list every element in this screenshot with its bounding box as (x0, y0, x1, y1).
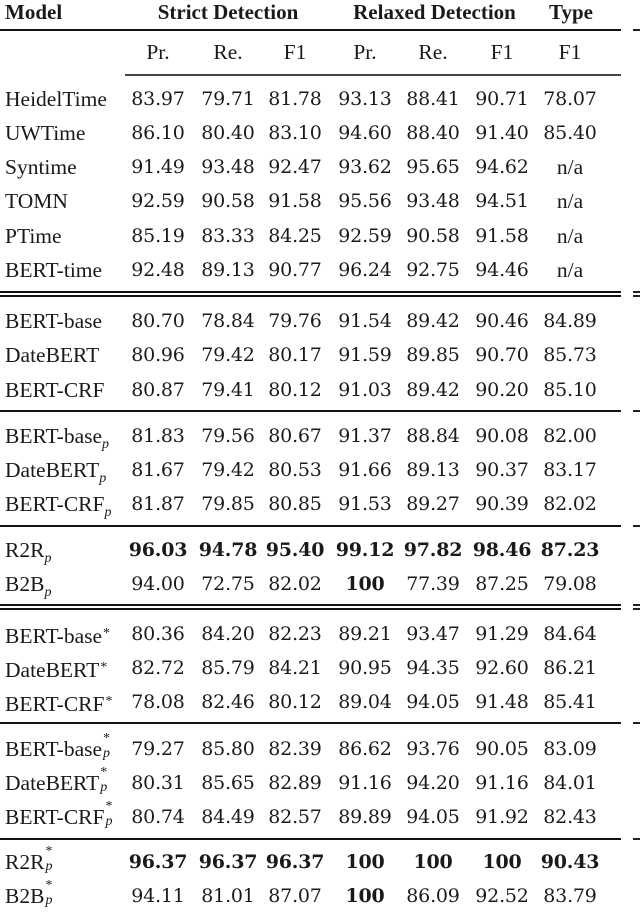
cell-strict-re: 82.46 (201, 691, 255, 713)
cell-relaxed-pr: 91.54 (338, 310, 392, 332)
model-name-text: DateBERT (5, 658, 100, 682)
cell-relaxed-re: 90.58 (406, 225, 460, 247)
cell-strict-pr: 92.48 (131, 259, 185, 281)
table-row (0, 569, 622, 599)
group-rule-1 (0, 410, 621, 412)
cell-relaxed-pr: 91.16 (338, 772, 392, 794)
model-superscript: * (105, 799, 113, 814)
table-row (0, 731, 622, 764)
cell-relaxed-re: 77.39 (406, 573, 460, 595)
neighbor-table-rule (633, 410, 640, 412)
cell-strict-re: 80.40 (201, 122, 255, 144)
group-rule-3 (0, 722, 621, 724)
cell-type-f1: 87.23 (540, 539, 600, 561)
table-row (0, 653, 622, 683)
model-name-text: Syntime (5, 155, 77, 179)
model-name (5, 731, 112, 764)
table-row (0, 221, 622, 251)
cell-strict-pr: 86.10 (131, 122, 185, 144)
cell-type-f1: 84.01 (543, 772, 597, 794)
model-name-text: TOMN (5, 189, 68, 213)
model-superscript: * (100, 765, 108, 780)
model-name-text: BERT-CRF (5, 692, 105, 716)
neighbor-table-rule (633, 295, 640, 297)
cell-relaxed-f1: 90.71 (475, 88, 529, 110)
model-name (5, 340, 99, 370)
model-name-text: BERT-CRF (5, 492, 105, 516)
table-row (0, 255, 622, 285)
table-row (0, 306, 622, 336)
cell-relaxed-pr: 91.37 (338, 425, 392, 447)
model-name-text: BERT-base (5, 624, 103, 648)
model-name-text: DateBERT (5, 458, 100, 482)
cell-type-f1: 85.73 (543, 344, 597, 366)
model-name-text: BERT-CRF (5, 805, 105, 829)
model-subscript: p (45, 893, 53, 908)
subheader-relaxed-re: Re. (418, 40, 448, 64)
cell-relaxed-f1: 90.70 (475, 344, 529, 366)
cell-relaxed-re: 89.13 (406, 459, 460, 481)
model-name (5, 118, 85, 148)
cell-strict-pr: 80.74 (131, 806, 185, 828)
neighbor-table-rule (633, 838, 640, 840)
group-rule-2 (0, 525, 621, 527)
model-name-text: R2R (5, 850, 45, 874)
cell-strict-re: 84.20 (201, 623, 255, 645)
cell-strict-f1: 79.76 (268, 310, 322, 332)
cell-type-f1: n/a (556, 155, 584, 179)
cell-type-f1: 82.00 (543, 425, 597, 447)
cell-type-f1: n/a (556, 258, 584, 282)
cell-strict-pr: 96.03 (128, 539, 188, 561)
cell-relaxed-pr: 91.53 (338, 493, 392, 515)
cell-strict-f1: 96.37 (265, 851, 325, 873)
cell-strict-f1: 90.77 (268, 259, 322, 281)
cell-type-f1: 79.08 (543, 573, 597, 595)
cell-strict-f1: 82.89 (268, 772, 322, 794)
cell-relaxed-f1: 91.92 (475, 806, 529, 828)
model-subscript: p (103, 746, 111, 761)
cell-strict-f1: 80.53 (268, 459, 322, 481)
model-superscript: * (103, 626, 111, 641)
cell-type-f1: 83.17 (543, 459, 597, 481)
cell-type-f1: 82.43 (543, 806, 597, 828)
cell-strict-re: 79.42 (201, 459, 255, 481)
model-name (5, 653, 107, 685)
double-rule-1b (0, 295, 621, 297)
model-subscript: p (44, 551, 52, 566)
model-name-text: DateBERT (5, 343, 100, 367)
model-variant-marks (99, 765, 109, 795)
model-subscript: p (45, 859, 53, 874)
cell-relaxed-pr: 93.13 (338, 88, 392, 110)
model-name-text: PTime (5, 224, 62, 248)
table-row (0, 455, 622, 485)
model-name (5, 375, 104, 405)
cell-strict-f1: 82.39 (268, 738, 322, 760)
header-row (0, 0, 622, 27)
cell-type-f1: n/a (556, 224, 584, 248)
header-strict-detection: Strict Detection (157, 0, 299, 24)
table-row (0, 799, 622, 832)
model-name (5, 489, 111, 528)
cell-type-f1: 82.02 (543, 493, 597, 515)
cell-type-f1: 85.10 (543, 379, 597, 401)
cell-relaxed-pr: 94.60 (338, 122, 392, 144)
model-name (5, 152, 77, 182)
table-row (0, 340, 622, 370)
cell-relaxed-f1: 91.29 (475, 623, 529, 645)
subheader-relaxed-pr: Pr. (353, 40, 377, 64)
cell-relaxed-pr: 93.62 (338, 156, 392, 178)
model-name-text: DateBERT (5, 771, 100, 795)
model-name (5, 765, 109, 798)
cell-strict-re: 85.79 (201, 657, 255, 679)
header-model: Model (5, 0, 63, 24)
cell-strict-re: 94.78 (198, 539, 258, 561)
cell-relaxed-re: 89.27 (406, 493, 460, 515)
cell-relaxed-pr: 96.24 (338, 259, 392, 281)
group-rule-4 (0, 838, 621, 840)
cell-relaxed-f1: 94.51 (475, 190, 529, 212)
cell-relaxed-f1: 90.39 (475, 493, 529, 515)
cell-strict-f1: 80.12 (268, 691, 322, 713)
cell-strict-f1: 84.21 (268, 657, 322, 679)
model-subscript: p (99, 471, 107, 486)
cell-relaxed-re: 88.40 (406, 122, 460, 144)
cell-strict-f1: 80.67 (268, 425, 322, 447)
table-row (0, 844, 622, 877)
cell-strict-re: 72.75 (201, 573, 255, 595)
model-name-text: B2B (5, 572, 45, 596)
cell-relaxed-f1: 90.20 (475, 379, 529, 401)
cell-strict-f1: 82.02 (268, 573, 322, 595)
table-row (0, 687, 622, 717)
header-relaxed-detection: Relaxed Detection (353, 0, 516, 24)
cell-strict-pr: 94.00 (131, 573, 185, 595)
model-name-text: BERT-time (5, 258, 103, 282)
cell-strict-re: 79.56 (201, 425, 255, 447)
cell-strict-f1: 81.78 (268, 88, 322, 110)
cell-strict-f1: 83.10 (268, 122, 322, 144)
cell-strict-f1: 92.47 (268, 156, 322, 178)
cell-relaxed-f1: 94.46 (475, 259, 529, 281)
cell-strict-pr: 82.72 (131, 657, 185, 679)
cell-strict-pr: 80.31 (131, 772, 185, 794)
table-row (0, 765, 622, 798)
subheader-strict-re: Re. (213, 40, 243, 64)
cell-relaxed-f1: 91.58 (475, 225, 529, 247)
model-superscript: * (100, 660, 108, 675)
cell-relaxed-pr: 90.95 (338, 657, 392, 679)
model-name (5, 306, 102, 336)
cell-strict-pr: 80.70 (131, 310, 185, 332)
table-row (0, 84, 622, 114)
double-rule-1a (0, 291, 621, 293)
model-subscript: p (102, 437, 110, 452)
cell-type-f1: n/a (556, 189, 584, 213)
model-name-text: BERT-CRF (5, 378, 105, 402)
cell-strict-f1: 82.23 (268, 623, 322, 645)
cell-strict-re: 78.84 (201, 310, 255, 332)
cell-strict-f1: 84.25 (268, 225, 322, 247)
cell-strict-re: 85.65 (201, 772, 255, 794)
subheader-rule (125, 74, 621, 76)
cell-relaxed-pr: 100 (345, 851, 385, 873)
table-row (0, 118, 622, 148)
cell-relaxed-f1: 91.40 (475, 122, 529, 144)
neighbor-table-rule (633, 722, 640, 724)
subheader-row (0, 37, 622, 67)
cell-relaxed-f1: 92.60 (475, 657, 529, 679)
table-row (0, 186, 622, 216)
cell-strict-re: 96.37 (198, 851, 258, 873)
model-name (5, 799, 114, 832)
model-name (5, 619, 110, 651)
table-row (0, 489, 622, 519)
cell-relaxed-pr: 89.21 (338, 623, 392, 645)
model-name-text: BERT-base (5, 424, 103, 448)
cell-strict-pr: 81.83 (131, 425, 185, 447)
cell-relaxed-re: 93.48 (406, 190, 460, 212)
cell-strict-re: 83.33 (201, 225, 255, 247)
neighbor-table-rule (633, 608, 640, 610)
model-name (5, 569, 51, 608)
model-name (5, 844, 54, 877)
cell-relaxed-f1: 90.46 (475, 310, 529, 332)
cell-strict-f1: 80.17 (268, 344, 322, 366)
model-name (5, 687, 112, 719)
model-variant-marks (44, 878, 54, 908)
cell-type-f1: 86.21 (543, 657, 597, 679)
cell-relaxed-re: 94.20 (406, 772, 460, 794)
neighbor-table-rule (633, 604, 640, 606)
cell-strict-f1: 80.85 (268, 493, 322, 515)
cell-relaxed-re: 92.75 (406, 259, 460, 281)
neighbor-table-rule (633, 525, 640, 527)
cell-type-f1: 83.79 (543, 885, 597, 907)
model-name (5, 186, 68, 216)
cell-strict-f1: 95.40 (265, 539, 325, 561)
cell-relaxed-f1: 90.05 (475, 738, 529, 760)
cell-relaxed-pr: 86.62 (338, 738, 392, 760)
cell-strict-pr: 83.97 (131, 88, 185, 110)
cell-relaxed-pr: 95.56 (338, 190, 392, 212)
cell-strict-re: 79.85 (201, 493, 255, 515)
cell-strict-pr: 94.11 (131, 885, 185, 907)
cell-strict-pr: 85.19 (131, 225, 185, 247)
model-name-text: UWTime (5, 121, 86, 145)
subheader-strict-f1: F1 (283, 40, 307, 64)
cell-relaxed-re: 97.82 (403, 539, 463, 561)
model-name-text: B2B (5, 884, 45, 908)
model-name-text: BERT-base (5, 737, 103, 761)
cell-relaxed-f1: 90.08 (475, 425, 529, 447)
cell-strict-re: 79.42 (201, 344, 255, 366)
model-superscript: * (45, 844, 53, 859)
model-subscript: p (104, 505, 112, 520)
model-name-text: R2R (5, 538, 45, 562)
cell-relaxed-pr: 91.66 (338, 459, 392, 481)
subheader-type-f1: F1 (558, 40, 582, 64)
cell-relaxed-pr: 91.03 (338, 379, 392, 401)
cell-relaxed-f1: 98.46 (472, 539, 532, 561)
cell-relaxed-f1: 92.52 (475, 885, 529, 907)
model-name-text: HeidelTime (5, 87, 107, 111)
cell-type-f1: 78.07 (543, 88, 597, 110)
cell-type-f1: 84.64 (543, 623, 597, 645)
cell-strict-pr: 80.96 (131, 344, 185, 366)
cell-strict-pr: 80.87 (131, 379, 185, 401)
cell-strict-pr: 79.27 (131, 738, 185, 760)
subheader-strict-pr: Pr. (146, 40, 170, 64)
cell-strict-f1: 80.12 (268, 379, 322, 401)
cell-strict-re: 90.58 (201, 190, 255, 212)
cell-type-f1: 85.40 (543, 122, 597, 144)
top-rule (0, 29, 621, 31)
cell-relaxed-re: 93.47 (406, 623, 460, 645)
cell-relaxed-pr: 89.89 (338, 806, 392, 828)
table-row (0, 878, 622, 911)
double-rule-2b (0, 608, 621, 610)
cell-type-f1: 90.43 (540, 851, 600, 873)
cell-type-f1: 85.41 (543, 691, 597, 713)
cell-relaxed-pr: 99.12 (335, 539, 395, 561)
cell-strict-f1: 87.07 (268, 885, 322, 907)
cell-relaxed-f1: 100 (482, 851, 522, 873)
model-superscript: * (105, 694, 113, 709)
header-type: Type (549, 0, 593, 24)
neighbor-table-rule (633, 291, 640, 293)
table-row (0, 535, 622, 565)
cell-type-f1: 83.09 (543, 738, 597, 760)
cell-strict-re: 84.49 (201, 806, 255, 828)
cell-relaxed-re: 89.42 (406, 379, 460, 401)
cell-relaxed-pr: 91.59 (338, 344, 392, 366)
cell-relaxed-pr: 92.59 (338, 225, 392, 247)
model-superscript: * (45, 878, 53, 893)
cell-relaxed-re: 94.05 (406, 806, 460, 828)
cell-strict-f1: 82.57 (268, 806, 322, 828)
double-rule-2a (0, 604, 621, 606)
model-name (5, 878, 54, 911)
cell-relaxed-re: 86.09 (406, 885, 460, 907)
cell-relaxed-re: 93.76 (406, 738, 460, 760)
table-row (0, 152, 622, 182)
cell-strict-pr: 81.87 (131, 493, 185, 515)
model-variant-marks (104, 799, 114, 829)
cell-relaxed-re: 94.35 (406, 657, 460, 679)
model-variant-marks (102, 731, 112, 761)
cell-relaxed-f1: 91.16 (475, 772, 529, 794)
cell-relaxed-f1: 91.48 (475, 691, 529, 713)
model-name (5, 255, 102, 285)
cell-relaxed-re: 100 (413, 851, 453, 873)
model-name-text: BERT-base (5, 309, 103, 333)
cell-strict-re: 85.80 (201, 738, 255, 760)
cell-relaxed-re: 95.65 (406, 156, 460, 178)
neighbor-table-rule (633, 29, 640, 31)
cell-relaxed-re: 88.84 (406, 425, 460, 447)
cell-strict-pr: 80.36 (131, 623, 185, 645)
table-row (0, 619, 622, 649)
cell-strict-pr: 96.37 (128, 851, 188, 873)
table-row (0, 421, 622, 451)
cell-strict-re: 79.41 (201, 379, 255, 401)
cell-relaxed-re: 94.05 (406, 691, 460, 713)
table-row (0, 375, 622, 405)
cell-relaxed-f1: 90.37 (475, 459, 529, 481)
cell-strict-pr: 81.67 (131, 459, 185, 481)
cell-strict-re: 93.48 (201, 156, 255, 178)
cell-strict-re: 81.01 (201, 885, 255, 907)
model-name (5, 84, 107, 114)
cell-strict-pr: 91.49 (131, 156, 185, 178)
cell-strict-pr: 78.08 (131, 691, 185, 713)
model-subscript: p (100, 780, 108, 795)
subheader-relaxed-f1: F1 (490, 40, 514, 64)
model-subscript: p (44, 585, 52, 600)
cell-relaxed-re: 88.41 (406, 88, 460, 110)
cell-relaxed-re: 89.42 (406, 310, 460, 332)
cell-relaxed-pr: 100 (345, 573, 385, 595)
cell-relaxed-f1: 87.25 (475, 573, 529, 595)
cell-relaxed-pr: 100 (345, 885, 385, 907)
model-superscript: * (103, 731, 111, 746)
model-subscript: p (105, 814, 113, 829)
cell-strict-pr: 92.59 (131, 190, 185, 212)
model-variant-marks (44, 844, 54, 874)
cell-relaxed-re: 89.85 (406, 344, 460, 366)
cell-strict-re: 79.71 (201, 88, 255, 110)
cell-strict-re: 89.13 (201, 259, 255, 281)
cell-relaxed-pr: 89.04 (338, 691, 392, 713)
model-name (5, 221, 62, 251)
cell-type-f1: 84.89 (543, 310, 597, 332)
cell-relaxed-f1: 94.62 (475, 156, 529, 178)
cell-strict-f1: 91.58 (268, 190, 322, 212)
